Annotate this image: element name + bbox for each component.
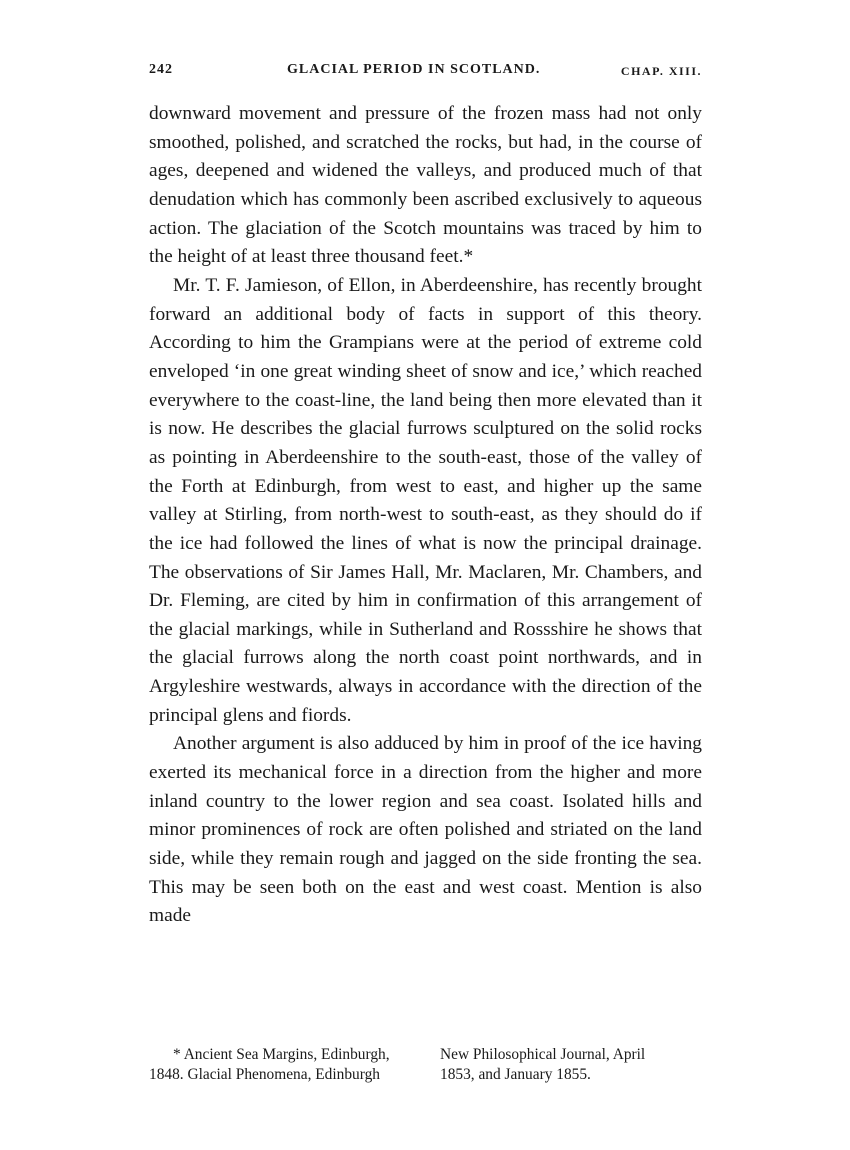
footnote-right-column — [440, 1045, 702, 1085]
footnote-left-line-1: * Ancient Sea Margins, Edinburgh, — [173, 1046, 390, 1063]
chapter-reference: CHAP. XIII. — [620, 64, 702, 78]
footnote-right-line-1: New Philosophical Journal, April — [440, 1046, 646, 1063]
paragraph-continued: downward movement and pressure of the frozen mass had not only smoothed, polished, and scratched the rocks, but had, in the course of ages, deepened and widened the valleys, and produced much of that denudation which has commonly been ascribed exclusively to aqueous action. The glaciation of the Scotch mountains was traced by him to the height of at least three thousand feet.* — [149, 103, 702, 268]
footnote-right-line-2: 1853, and January 1855. — [440, 1066, 591, 1083]
page-number: 242 — [149, 62, 173, 77]
paragraph-jamieson: Mr. T. F. Jamieson, of Ellon, in Aberdeenshire, has recently brought forward an additional body of facts in support of this theory. According to him the Grampians were at the period of extreme cold enveloped ‘in one great winding sheet of snow and ice,’ which reached everywhere to the coast-line, the land being then more elevated than it is now. He describes the glacial furrows sculptured on the solid rocks as pointing in Aberdeenshire to the south-east, those of the valley of the Forth at Edinburgh, from west to east, and higher up the same valley at Stirling, from north-west to south-east, as they should do if the ice had followed the lines of what is now the principal drainage. The observations of Sir James Hall, Mr. Maclaren, Mr. Chambers, and Dr. Fleming, are cited by him in confirmation of this arrangement of the glacial markings, while in Sutherland and Rossshire he shows that the glacial furrows along the north coast point northwards, and in Argyleshire westwards, always in accordance with the direction of the principal glens and fiords. — [149, 274, 702, 726]
footnote — [149, 1045, 702, 1085]
running-head — [149, 60, 702, 86]
running-title: GLACIAL PERIOD IN SCOTLAND. — [287, 62, 541, 77]
paragraph-another-argument: Another argument is also adduced by him in proof of the ice having exerted its mechanical force in a direction from the higher and more inland country to the lower region and sea coast. Isolated hills and minor prominences of rock are often polished and striated on the land side, while they remain rough and jagged on the side fronting the sea. This may be seen both on the east and west coast. Mention is also made — [149, 733, 702, 927]
book-page — [149, 60, 702, 931]
body-text — [149, 100, 702, 931]
footnote-left-line-2: 1848. Glacial Phenomena, Edinburgh — [149, 1066, 380, 1083]
footnote-left-column — [149, 1045, 416, 1085]
